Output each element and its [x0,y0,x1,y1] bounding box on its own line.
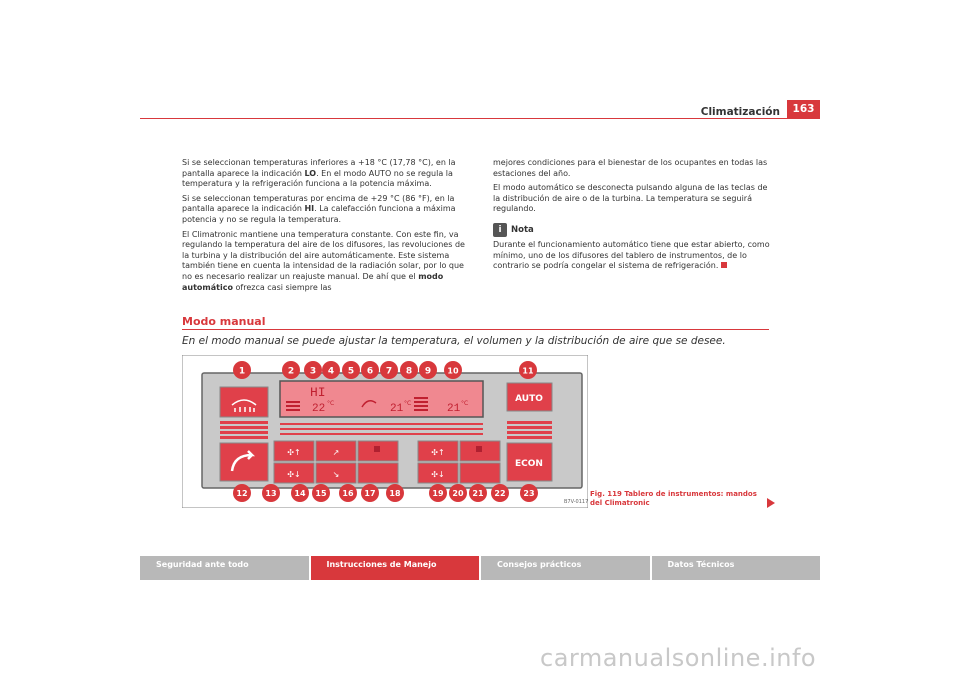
callout-21-label: 21 [472,489,484,498]
section-rule [182,329,769,330]
next-page-arrow-icon [767,498,775,508]
note-text: Durante el funcionamiento automático tiene que estar abierto, como mínimo, uno de los difusores del tablero de instrumentos, de lo contrario se podría congelar el sistema de refrigeración. [493,239,770,271]
callout-2-label: 2 [287,366,295,377]
watermark: carmanualsonline.info [540,644,817,672]
callout-7-label: 7 [385,366,393,377]
end-marker-icon [721,262,727,268]
footer-tab-instrucciones[interactable]: Instrucciones de Manejo [311,556,480,580]
defrost-button[interactable] [220,387,268,417]
display-hi-text: HI [310,385,326,400]
note-title: Nota [511,224,534,235]
header-rule [140,118,820,119]
paragraph-continuation: mejores condiciones para el bienestar de los ocupantes en todas las estaciones del año. [493,158,768,178]
note-header [493,223,775,237]
econ-button-label: ECON [515,459,543,469]
section-subtitle: En el modo manual se puede ajustar la temperatura, el volumen y la distribución de aire que se desee. [182,335,726,347]
callout-3-label: 3 [309,366,317,377]
callout-19-label: 19 [432,489,444,498]
footer-tab-datos[interactable]: Datos Técnicos [652,556,821,580]
fan-up-left-icon: ✣↑ [287,448,301,457]
callout-8-label: 8 [405,366,413,377]
display-unit-right: °C [461,400,469,407]
fan-up-right-icon: ✣↑ [431,448,445,457]
auto-button-label: AUTO [515,394,543,404]
display-temp-right: 21 [447,403,461,415]
left-text-column [182,158,472,297]
fan-down-left-icon: ✣↓ [287,470,301,479]
paragraph-lo: Si se seleccionan temperaturas inferiores a +18 °C (17,78 °C), en la pantalla aparece la indicación LO. En el modo AUTO no se regula la temperatura y la refrigeración funciona a la potencia máxima. [182,158,456,189]
figure-code: B7V-0117 [564,499,588,505]
middle-grille [280,423,483,435]
callout-20-label: 20 [452,489,464,498]
paragraph-auto-off: El modo automático se desconecta pulsando alguna de las teclas de la distribución de aire o de la turbina. La temperatura se seguirá regulando. [493,183,768,214]
callout-22-label: 22 [494,489,506,498]
footer-tabs [140,556,820,580]
callout-11-label: 11 [522,366,534,376]
footer-tab-seguridad[interactable]: Seguridad ante todo [140,556,309,580]
right-text-column [493,158,775,276]
footer-tab-consejos[interactable]: Consejos prácticos [481,556,650,580]
callout-14-label: 14 [294,489,306,498]
seat-left-led-icon [374,446,380,452]
paragraph-climatronic: El Climatronic mantiene una temperatura constante. Con este fin, va regulando la temperatura del aire de los difusores, las revoluciones de la turbina y la distribución del aire automáticamente. Este sistema también tiene en cuenta la intensidad de la radiación solar, por lo que no es necesario realizar un reajuste manual. De ahí que el modo automático ofrezca casi siempre las [182,229,465,292]
airflow-upper-icon: ↗ [332,448,340,457]
display-temp-mid: 21 [390,403,404,415]
climatronic-figure [182,355,588,508]
seat-right-down-button[interactable] [460,463,500,483]
callout-23-label: 23 [523,489,535,498]
section-title: Modo manual [182,315,266,328]
display-bars-left [286,401,300,411]
fan-down-right-icon: ✣↓ [431,470,445,479]
figure-caption: Fig. 119 Tablero de instrumentos: mandos del Climatronic [590,490,757,507]
seat-left-down-button[interactable] [358,463,398,483]
callout-16-label: 16 [342,489,354,498]
callout-15-label: 15 [315,489,327,498]
callout-12-label: 12 [236,489,248,498]
callout-17-label: 17 [364,489,376,498]
display-unit-mid: °C [404,400,412,407]
seat-right-led-icon [476,446,482,452]
page-number: 163 [787,100,820,118]
callout-13-label: 13 [265,489,277,498]
callout-6-label: 6 [366,366,374,377]
callout-10-label: 10 [447,366,459,376]
display-unit-left: °C [327,400,335,407]
paragraph-hi: Si se seleccionan temperaturas por encima de +29 °C (86 °F), en la pantalla aparece la indicación HI. La calefacción funciona a máxima potencia y no se regula la temperatura. [182,193,456,224]
callout-9-label: 9 [424,366,432,377]
callout-5-label: 5 [347,366,355,377]
display-temp-left: 22 [312,403,326,415]
callout-1-label: 1 [238,366,246,377]
recirculation-button[interactable] [220,443,268,481]
callout-18-label: 18 [389,489,401,498]
running-header-title: Climatización [700,106,780,118]
callout-4-label: 4 [327,366,335,377]
airflow-lower-icon: ↘ [332,470,340,479]
note-icon: i [493,223,507,237]
